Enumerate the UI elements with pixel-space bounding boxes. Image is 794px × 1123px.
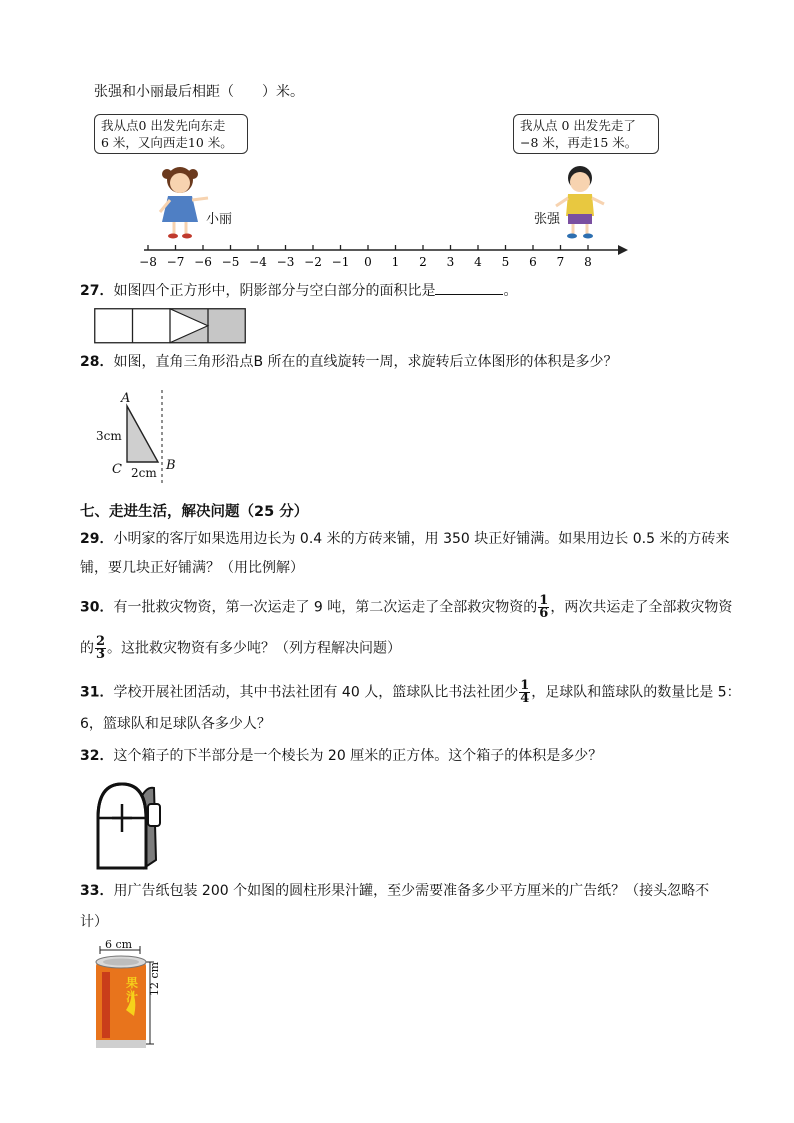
q29-line1 xyxy=(80,529,729,549)
q31-number: 31． xyxy=(80,684,114,701)
q33-number: 33． xyxy=(80,883,114,899)
q31-line1 xyxy=(80,680,741,705)
q30-text: 的 xyxy=(80,640,94,657)
box-figure-icon xyxy=(92,778,166,872)
number-line-tick-label: 3 xyxy=(446,255,455,269)
q27-question xyxy=(80,280,517,301)
number-line-tick-label: −4 xyxy=(249,255,267,269)
q28-number: 28． xyxy=(80,354,114,370)
zhang-bubble-line: −8 米，再走15 米。 xyxy=(520,135,638,150)
lili-speech-bubble xyxy=(94,114,248,154)
q31-line2: 6，篮球队和足球队各多少人？ xyxy=(80,716,271,732)
q31-text: 学校开展社团活动，其中书法社团有 40 人，篮球队比书法社团少 xyxy=(113,684,519,701)
can-label: 果汁 xyxy=(126,976,139,1004)
number-line-tick-label: 4 xyxy=(474,255,482,269)
q27-end: 。 xyxy=(503,283,518,299)
number-line-tick-label: 2 xyxy=(419,255,427,269)
number-line-tick-label: 1 xyxy=(391,255,400,269)
number-line-tick-label: 7 xyxy=(556,255,565,269)
fraction xyxy=(519,680,530,705)
four-squares-figure xyxy=(94,308,246,344)
q30-number: 30． xyxy=(80,599,114,616)
zhang-bubble-line: 我从点 0 出发先走了 xyxy=(520,118,636,133)
lili-bubble-line: 我从点0 出发先向东走 xyxy=(101,118,226,133)
number-line-tick-label: −7 xyxy=(166,255,185,269)
dim-top-label: 6 cm xyxy=(105,938,133,951)
fraction xyxy=(538,595,549,620)
vertex-c-label: C xyxy=(112,462,122,477)
fraction-denominator: 6 xyxy=(539,606,549,621)
number-line-tick-label: 6 xyxy=(529,255,537,269)
girl-figure-icon xyxy=(154,160,214,240)
vertex-a-label: A xyxy=(121,391,131,406)
number-line-tick-label: 5 xyxy=(501,255,510,269)
number-line-tick-label: −8 xyxy=(139,255,157,269)
boy-figure-icon xyxy=(552,160,612,240)
q33-line2: 计） xyxy=(80,914,108,930)
fraction-denominator: 4 xyxy=(520,691,530,706)
q31-text: ，足球队和篮球队的数量比是 5： xyxy=(531,684,741,701)
q32-number: 32． xyxy=(80,748,114,764)
q26-text: 张强和小丽最后相距（ ）米。 xyxy=(94,84,304,100)
number-line-tick-label: −6 xyxy=(194,255,212,269)
fraction-numerator: 1 xyxy=(520,678,530,693)
q30-text: ，两次共运走了全部救灾物资 xyxy=(550,599,733,616)
number-line-tick-label: −1 xyxy=(331,255,350,269)
juice-can-figure xyxy=(92,940,182,1058)
q29-line2: 铺，要几块正好铺满？（用比例解） xyxy=(80,560,304,576)
number-line-tick-label: −2 xyxy=(304,255,322,269)
q27-text: 如图四个正方形中，阴影部分与空白部分的面积比是 xyxy=(113,283,436,299)
q32-text: 这个箱子的下半部分是一个棱长为 20 厘米的正方体。这个箱子的体积是多少？ xyxy=(113,748,603,764)
q29-number: 29． xyxy=(80,531,114,547)
fraction-numerator: 1 xyxy=(539,593,549,608)
fraction xyxy=(95,636,106,661)
zhang-speech-bubble xyxy=(513,114,659,154)
q29-text: 小明家的客厅如果选用边长为 0.4 米的方砖来铺，用 350 块正好铺满。如果用边长 0.5 米的方砖来 xyxy=(113,531,730,547)
fraction-numerator: 2 xyxy=(96,634,106,649)
q30-line2 xyxy=(80,636,401,661)
q28-text: 如图，直角三角形沿点B 所在的直线旋转一周，求旋转后立体图形的体积是多少？ xyxy=(113,354,618,370)
side-cb-label: 2cm xyxy=(131,466,157,480)
q26-figure xyxy=(94,108,660,270)
q30-line1 xyxy=(80,595,732,620)
number-line-tick-label: −5 xyxy=(221,255,240,269)
number-line-tick-label: 8 xyxy=(584,255,592,269)
q30-text: 。这批救灾物资有多少吨？（列方程解决问题） xyxy=(107,640,402,657)
fraction-denominator: 3 xyxy=(96,647,106,662)
section-heading: 七、走进生活，解决问题（25 分） xyxy=(80,504,309,520)
lili-bubble-line: 6 米，又向西走10 米。 xyxy=(101,135,233,150)
number-line-tick-label: 0 xyxy=(364,255,372,269)
q27-number: 27． xyxy=(80,283,114,299)
q28-question xyxy=(80,352,618,372)
number-line xyxy=(94,238,660,270)
vertex-b-label: B xyxy=(166,458,176,473)
q33-line1 xyxy=(80,881,709,901)
side-ac-label: 3cm xyxy=(96,429,122,443)
q33-text: 用广告纸包装 200 个如图的圆柱形果汁罐，至少需要准备多少平方厘米的广告纸？（接头忽略不 xyxy=(113,883,710,899)
number-line-tick-label: −3 xyxy=(276,255,295,269)
lili-label: 小丽 xyxy=(206,212,233,227)
dim-side-label: 12 cm xyxy=(148,961,161,996)
right-triangle-figure xyxy=(94,386,184,486)
zhang-label: 张强 xyxy=(534,212,561,227)
q32-question xyxy=(80,746,602,766)
answer-blank[interactable] xyxy=(435,280,503,295)
q30-text: 有一批救灾物资，第一次运走了 9 吨，第二次运走了全部救灾物资的 xyxy=(113,599,538,616)
